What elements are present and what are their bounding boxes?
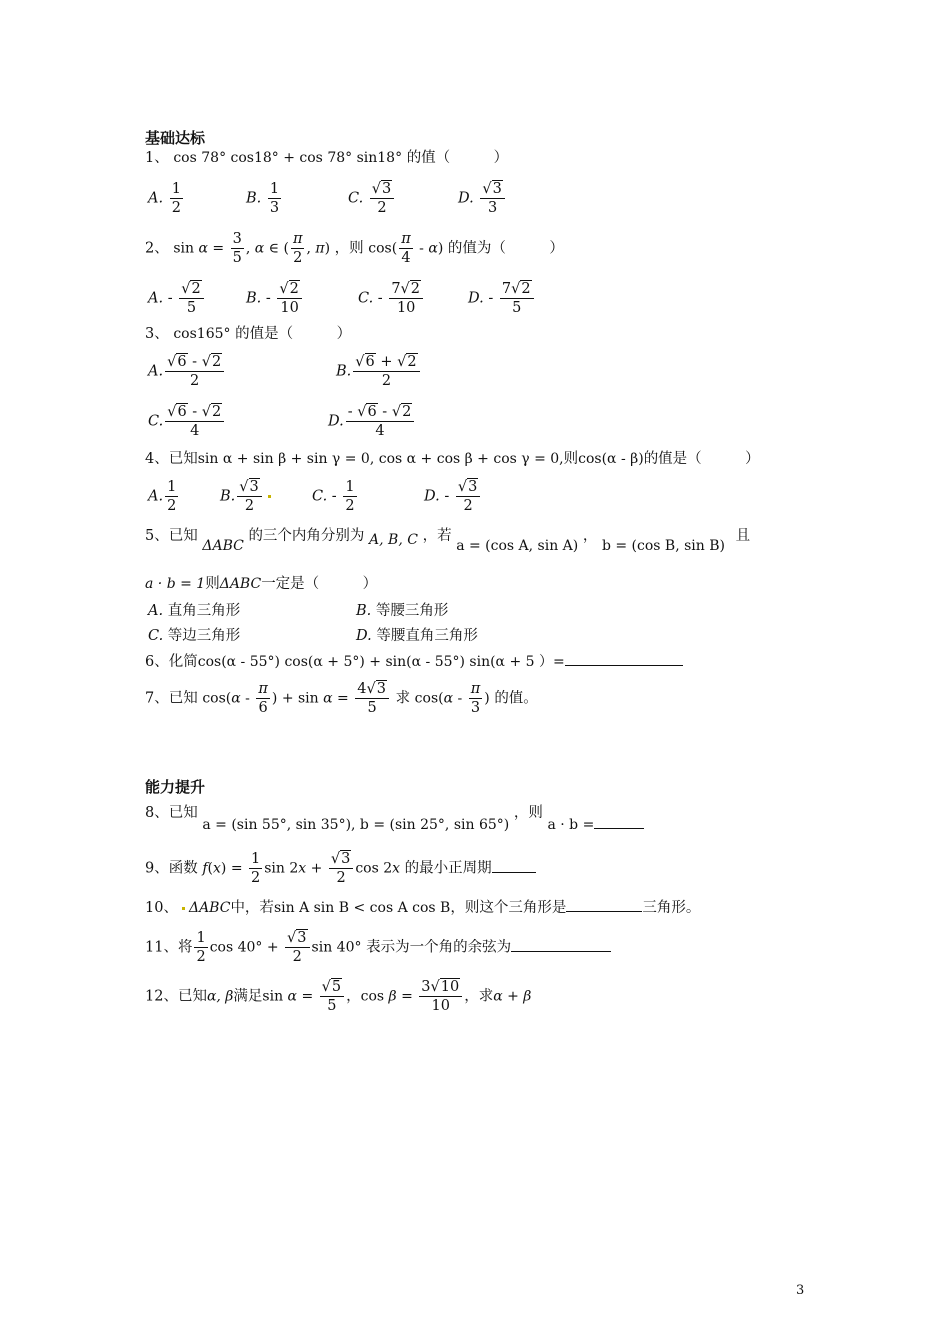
question-3: 3、 cos165° 的值是（ ） [145,326,352,342]
q3-option-b: B. $\frac{√6 + √2}{2}$ [336,353,422,390]
question-11: 11、将 $\frac{1}{2}$ cos 40° + $\frac{√3}{2}$ sin 40° 表示为一个角的余弦为 [145,929,611,966]
answer-blank[interactable] [566,897,642,912]
question-10: 10、 ΔABC中，若sin A sin B < cos A cos B，则这个三角形是 三角形。 [145,897,700,917]
q3-option-a: A. $\frac{√6 - √2}{2}$ [148,353,226,390]
q2-option-a: A. - $\frac{√2}{5}$ [148,280,206,317]
question-6: 6、化简cos(α - 55°) cos(α + 5°) + sin(α - 55°) sin(α + 5 ）= [145,651,683,671]
q3-option-d: D. $\frac{- √6 - √2}{4}$ [328,403,416,440]
dot-mark [182,907,185,910]
question-5-cont: a · b = 1则ΔABC一定是（ ） [145,576,378,592]
question-8: 8、已知 a = (sin 55°, sin 35°), b = (sin 25°, sin 65°) ，则 a · b = [145,802,644,822]
question-7: 7、已知 cos(α - $\frac{\pi}{6}$ ) + sin α = $\frac{4√3}{5}$ 求 cos(α - $\frac{\pi}{3}$ ) 的值。 [145,681,538,716]
question-12: 12、已知α, β满足sin α = $\frac{√5}{5}$ ，cos β = $\frac{3√10}{10}$ ，求α + β [145,979,532,1014]
q5-option-b: B. 等腰三角形 [356,603,449,619]
answer-blank[interactable] [594,814,644,829]
answer-blank[interactable] [511,937,611,952]
section-advanced-heading: 能力提升 [145,778,206,796]
q3-option-c: C. $\frac{√6 - √2}{4}$ [148,403,226,440]
q4-option-a: A. $\frac{1}{2}$ [148,479,177,514]
section-basic-heading: 基础达标 [145,129,206,147]
q1-option-a: A. $\frac{1}{2}$ [148,181,181,216]
q2-option-d: D. - $\frac{7√2}{5}$ [468,280,536,317]
q1-option-d: D. $\frac{√3}{3}$ [458,180,507,217]
question-4: 4、已知sin α + sin β + sin γ = 0, cos α + cos β + cos γ = 0,则cos(α - β)的值是（ ） [145,451,760,467]
q4-option-d: D. - $\frac{√3}{2}$ [424,478,482,515]
q1-option-c: C. $\frac{√3}{2}$ [348,180,396,217]
q2-option-b: B. - $\frac{√2}{10}$ [246,280,304,317]
answer-blank[interactable] [492,858,536,873]
q1-option-b: B. $\frac{1}{3}$ [246,181,280,216]
dot-mark [268,495,271,498]
q2-option-c: C. - $\frac{7√2}{10}$ [358,280,425,317]
answer-blank[interactable] [565,651,683,666]
q4-option-b: B. $\frac{√3}{2}$ [220,478,275,515]
q5-option-a: A. 直角三角形 [148,603,241,619]
q5-option-d: D. 等腰直角三角形 [356,628,478,644]
page-number: 3 [796,1283,805,1298]
q5-option-c: C. 等边三角形 [148,628,241,644]
question-1: 1、 cos 78° cos18° + cos 78° sin18° 的值（ ） [145,150,509,166]
question-2: 2、 sin α = $\frac{3}{5}$ , α ∈ ( $\frac{\pi}{2}$ , π) ，则 cos( $\frac{\pi}{4}$ - α) 的值为（ ） [145,231,564,266]
question-9: 9、函数 f(x) = $\frac{1}{2}$ sin 2x + $\frac{√3}{2}$ cos 2x 的最小正周期 [145,850,536,887]
q4-option-c: C. - $\frac{1}{2}$ [312,479,355,514]
question-5: 5、已知 ΔABC 的三个内角分别为 A, B, C ，若 a = (cos A, sin A) ， b = (cos B, sin B) 且 [145,528,751,554]
